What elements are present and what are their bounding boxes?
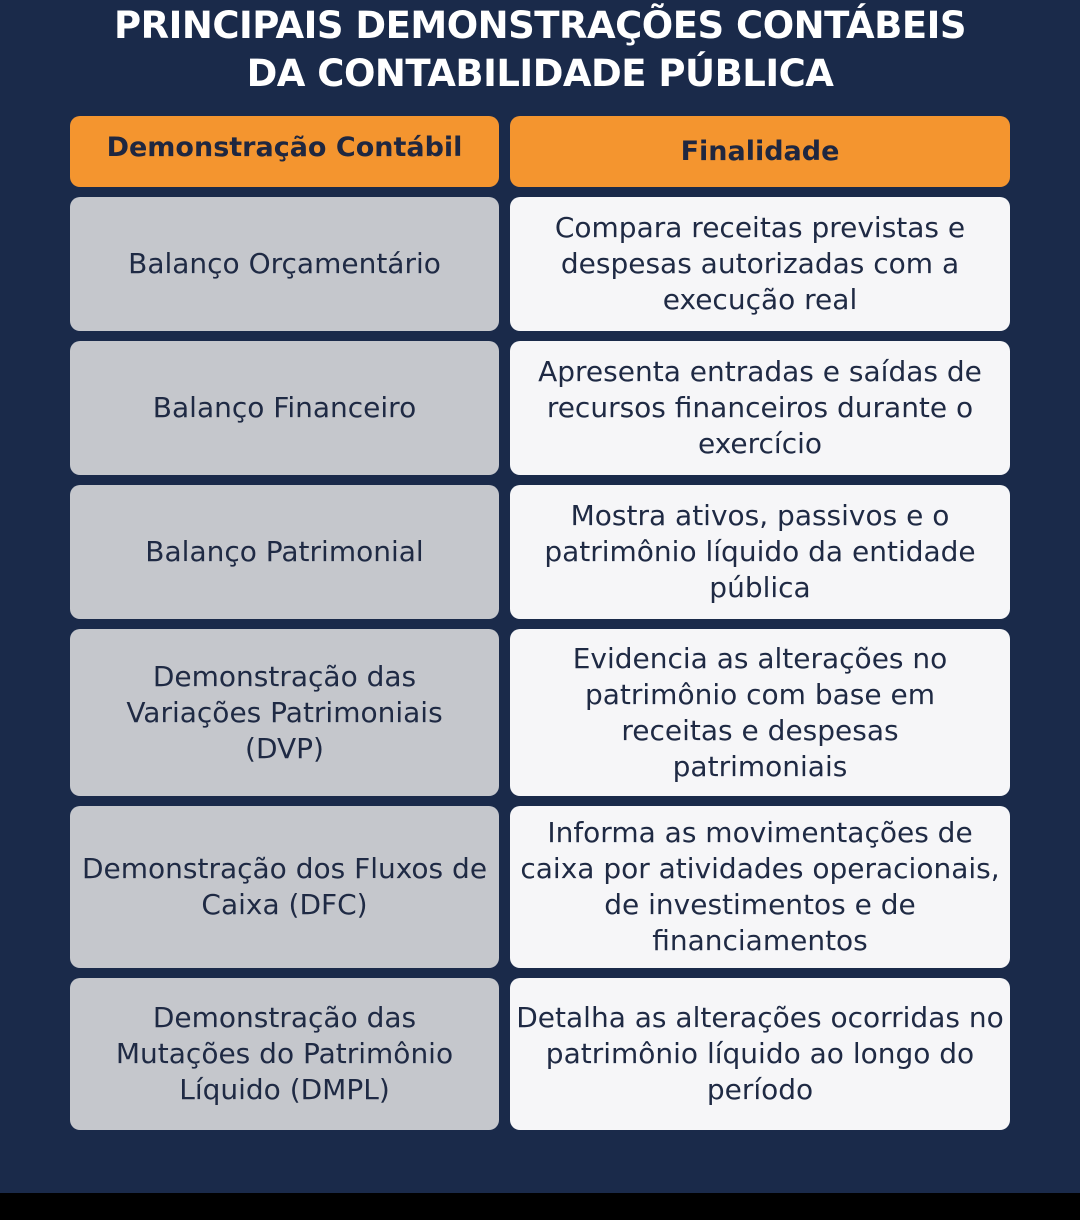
row-1-purpose-text: Compara receitas previstas e despesas autorizadas com a execução real (554, 211, 966, 316)
row-6-purpose-text: Detalha as alterações ocorridas no patrimônio líquido ao longo do período (516, 1001, 1004, 1106)
row-2-purpose-text: Apresenta entradas e saídas de recursos financeiros durante o exercício (538, 355, 982, 460)
row-2-name-text: Balanço Financeiro (152, 391, 417, 424)
row-3-purpose-text: Mostra ativos, passivos e o patrimônio líquido da entidade pública (544, 499, 976, 604)
row-4-purpose (510, 629, 1010, 796)
row-5-name-text: Demonstração dos Fluxos de Caixa (DFC) (81, 852, 488, 921)
header-finalidade (510, 116, 1010, 187)
row-2-name (70, 341, 499, 475)
row-3-name-text: Balanço Patrimonial (145, 535, 424, 568)
row-6-purpose (510, 978, 1010, 1130)
page-title (0, 2, 1080, 98)
title-line-2: DA CONTABILIDADE PÚBLICA (246, 52, 834, 95)
row-3-purpose (510, 485, 1010, 619)
row-5-name (70, 806, 499, 968)
row-2-purpose (510, 341, 1010, 475)
row-4-purpose-text: Evidencia as alterações no patrimônio com base em receitas e despesas patrimoniais (572, 641, 948, 783)
header-demonstracao (70, 116, 499, 187)
row-4-name-text: Demonstração das Variações Patrimoniais (DVP) (126, 659, 443, 765)
header-demonstracao-label: Demonstração Contábil (106, 132, 463, 163)
row-5-purpose (510, 806, 1010, 968)
bottom-bar (0, 1193, 1080, 1220)
row-6-name (70, 978, 499, 1130)
row-5-purpose-text: Informa as movimentações de caixa por atividades operacionais, de investimentos e de financiamentos (520, 816, 1000, 957)
row-1-name-text: Balanço Orçamentário (128, 247, 441, 280)
title-line-1: PRINCIPAIS DEMONSTRAÇÕES CONTÁBEIS (113, 4, 967, 47)
row-4-name (70, 629, 499, 796)
row-3-name (70, 485, 499, 619)
row-6-name-text: Demonstração das Mutações do Patrimônio Líquido (DMPL) (115, 1001, 454, 1106)
row-1-name (70, 197, 499, 331)
header-finalidade-label: Finalidade (680, 135, 840, 167)
row-1-purpose (510, 197, 1010, 331)
